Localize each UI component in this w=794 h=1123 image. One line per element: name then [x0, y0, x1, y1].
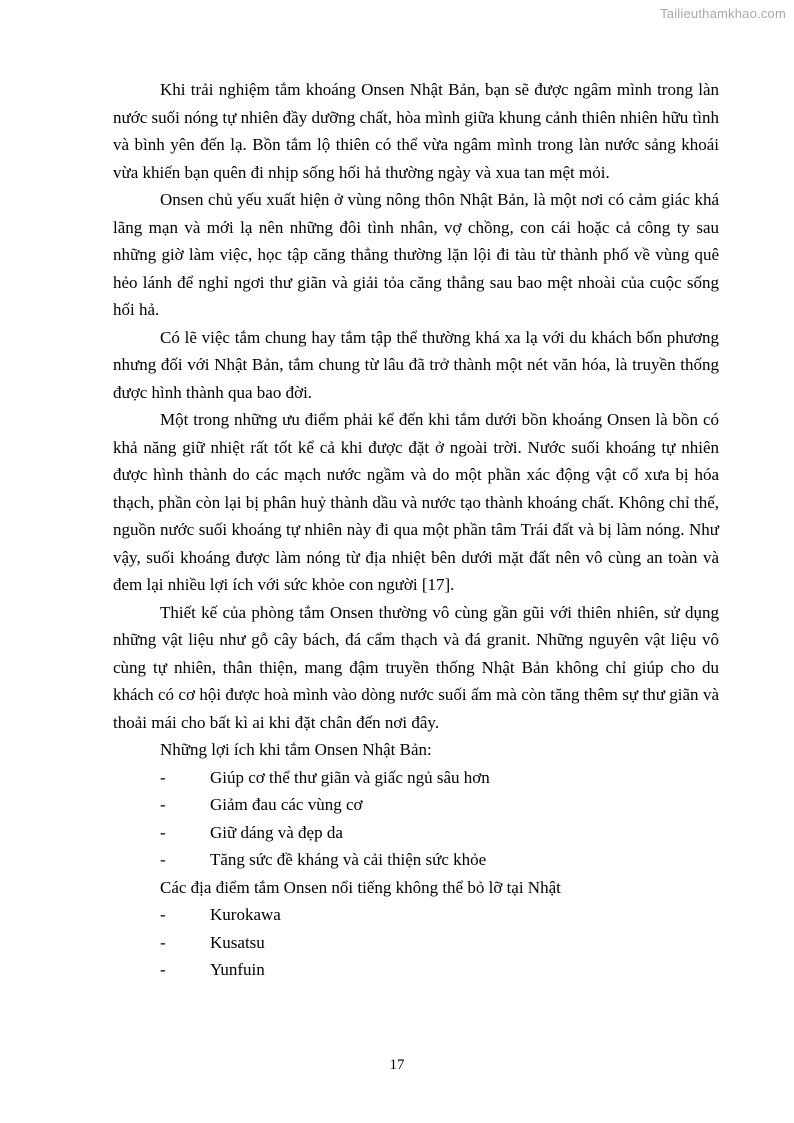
watermark: Tailieuthamkhao.com [660, 6, 786, 21]
list-item [113, 791, 719, 819]
dash-marker: - [160, 850, 166, 869]
paragraph: Có lẽ việc tắm chung hay tắm tập thể thường khá xa lạ với du khách bốn phương nhưng đối với Nhật Bản, tắm chung từ lâu đã trở thành một nét văn hóa, là truyền thống được hình thành qua bao đời. [113, 327, 719, 402]
list-item [113, 956, 719, 984]
paragraph: Onsen chủ yếu xuất hiện ở vùng nông thôn Nhật Bản, là một nơi có cảm giác khá lãng mạn và mới lạ nên những đôi tình nhân, vợ chồng, con cái hoặc cả công ty sau những giờ làm việc, học tập căng thẳng thường lặn lội đi tàu từ thành phố về vùng quê hẻo lánh để nghỉ ngơi thư giãn và giải tỏa căng thẳng sau bao mệt nhoài của cuộc sống hối hả. [113, 190, 719, 319]
list-item-text: Yunfuin [210, 960, 265, 979]
list-item [113, 846, 719, 874]
list-item-text: Tăng sức đề kháng và cải thiện sức khỏe [210, 850, 487, 869]
paragraph: Một trong những ưu điểm phải kể đến khi tắm dưới bồn khoáng Onsen là bồn có khả năng giữ nhiệt rất tốt kể cả khi được đặt ở ngoài trời. Nước suối khoáng tự nhiên được hình thành do các mạch nước ngầm và do một phần xác động vật cổ xưa bị hóa thạch, phần còn lại bị phân huỷ thành dầu và nước tạo thành khoáng chất. Không chỉ thế, nguồn nước suối khoáng tự nhiên này đi qua một phần tâm Trái đất và bị làm nóng. Như vậy, suối khoáng được làm nóng từ địa nhiệt bên dưới mặt đất nên vô cùng an toàn và đem lại nhiều lợi ích với sức khỏe con người [17]. [113, 410, 719, 594]
list-item-text: Giữ dáng và đẹp da [210, 822, 343, 842]
dash-marker: - [160, 767, 166, 787]
list-item-text: Kurokawa [210, 905, 281, 924]
list-item-text: Giúp cơ thể thư giãn và giấc ngủ sâu hơn [210, 767, 490, 787]
dash-marker: - [160, 795, 166, 814]
list-item [113, 929, 719, 957]
list-item [113, 901, 719, 929]
places-list [113, 901, 719, 984]
benefits-heading: Những lợi ích khi tắm Onsen Nhật Bản: [160, 740, 432, 759]
dash-marker: - [160, 822, 166, 842]
page-number: 17 [389, 1057, 405, 1073]
places-heading: Các địa điểm tắm Onsen nổi tiếng không thể bỏ lỡ tại Nhật [160, 877, 561, 897]
paragraph: Khi trải nghiệm tắm khoáng Onsen Nhật Bản, bạn sẽ được ngâm mình trong làn nước suối nóng tự nhiên đầy dưỡng chất, hòa mình giữa khung cảnh thiên nhiên hữu tình và bình yên đến lạ. Bồn tắm lộ thiên có thể vừa ngâm mình trong làn nước sảng khoái vừa khiến bạn quên đi nhịp sống hối hả thường ngày và xua tan mệt mỏi. [113, 80, 719, 182]
dash-marker: - [160, 905, 166, 924]
page-body [113, 76, 719, 984]
list-item-text: Kusatsu [210, 932, 265, 952]
paragraph: Thiết kế của phòng tắm Onsen thường vô cùng gần gũi với thiên nhiên, sử dụng những vật liệu như gỗ cây bách, đá cẩm thạch và đá granit. Những nguyên vật liệu vô cùng tự nhiên, thân thiện, mang đậm truyền thống Nhật Bản không chỉ giúp cho du khách có cơ hội được hoà mình vào dòng nước suối ấm mà còn tăng thêm sự thư giãn và thoải mái cho bất kì ai khi đặt chân đến nơi đây. [113, 602, 719, 732]
list-item [113, 764, 719, 792]
benefits-list [113, 764, 719, 874]
dash-marker: - [160, 960, 166, 979]
list-item-text: Giảm đau các vùng cơ [210, 795, 363, 814]
dash-marker: - [160, 932, 166, 952]
list-item [113, 819, 719, 847]
